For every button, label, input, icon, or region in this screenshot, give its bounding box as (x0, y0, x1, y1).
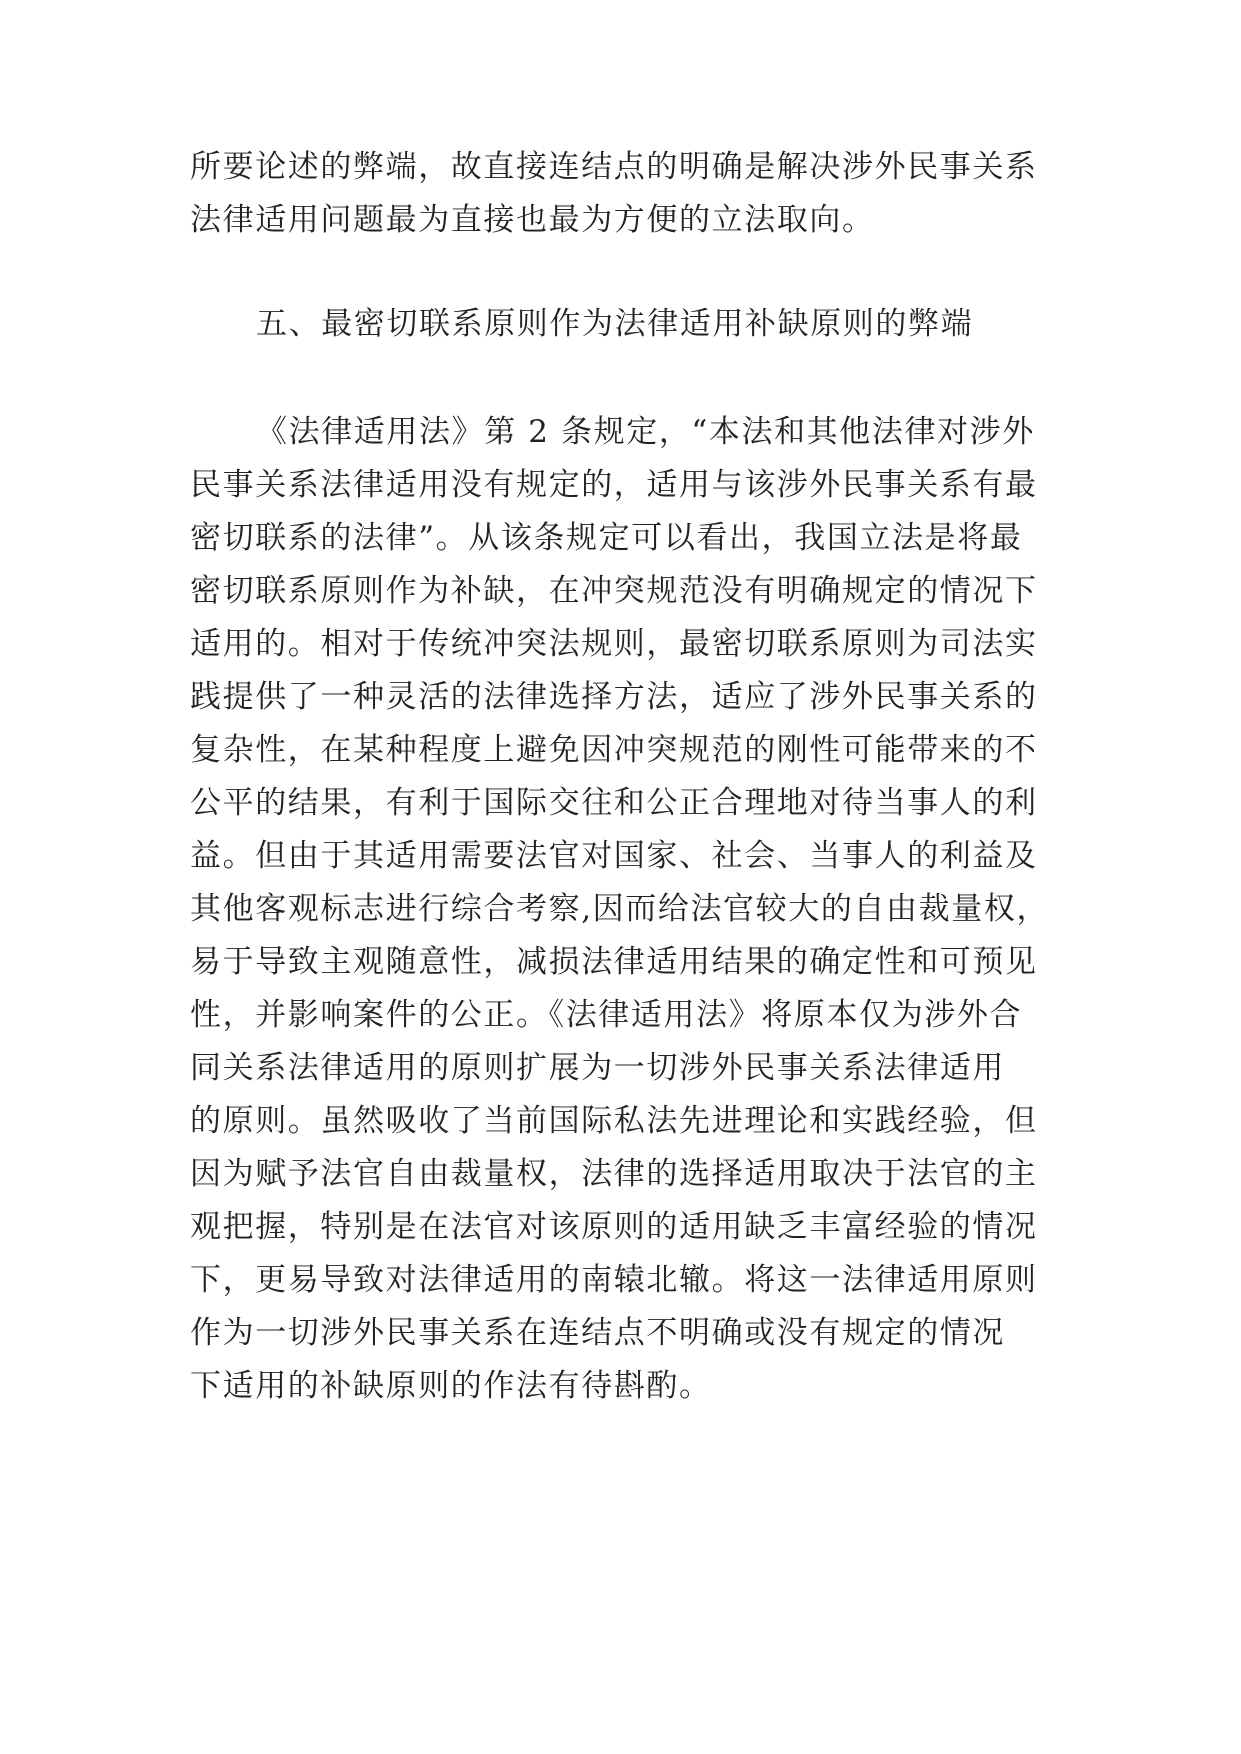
paragraph-line: 民事关系法律适用没有规定的，适用与该涉外民事关系有最 (190, 467, 1038, 503)
paragraph-line: 密切联系原则作为补缺，在冲突规范没有明确规定的情况下 (190, 573, 1038, 609)
paragraph-line: 法律适用问题最为直接也最为方便的立法取向。 (190, 202, 875, 238)
paragraph-line: 所要论述的弊端，故直接连结点的明确是解决涉外民事关系 (190, 149, 1038, 185)
section-heading: 五、最密切联系原则作为法律适用补缺原则的弊端 (256, 306, 974, 342)
paragraph-line: 其他客观标志进行综合考察,因而给法官较大的自由裁量权， (190, 891, 1050, 927)
paragraph-line: 下适用的补缺原则的作法有待斟酌。 (190, 1368, 712, 1404)
paragraph-line: 益。但由于其适用需要法官对国家、社会、当事人的利益及 (190, 838, 1038, 874)
paragraph-line: 《法律适用法》第 2 条规定，“本法和其他法律对涉外 (256, 414, 1035, 450)
paragraph-line: 因为赋予法官自由裁量权，法律的选择适用取决于法官的主 (190, 1156, 1038, 1192)
paragraph-line: 公平的结果，有利于国际交往和公正合理地对待当事人的利 (190, 785, 1038, 821)
paragraph-line: 易于导致主观随意性，减损法律适用结果的确定性和可预见 (190, 944, 1038, 980)
paragraph-line: 适用的。相对于传统冲突法规则，最密切联系原则为司法实 (190, 626, 1038, 662)
paragraph-line: 观把握，特别是在法官对该原则的适用缺乏丰富经验的情况 (190, 1209, 1038, 1245)
paragraph-line: 同关系法律适用的原则扩展为一切涉外民事关系法律适用 (190, 1050, 1005, 1086)
paragraph-line: 下，更易导致对法律适用的南辕北辙。将这一法律适用原则 (190, 1262, 1038, 1298)
paragraph-line: 复杂性，在某种程度上避免因冲突规范的刚性可能带来的不 (190, 732, 1038, 768)
paragraph-line: 践提供了一种灵活的法律选择方法，适应了涉外民事关系的 (190, 679, 1038, 715)
paragraph-line: 性，并影响案件的公正。《法律适用法》将原本仅为涉外合 (190, 997, 1023, 1033)
paragraph-line: 作为一切涉外民事关系在连结点不明确或没有规定的情况 (190, 1315, 1005, 1351)
paragraph-line: 密切联系的法律”。从该条规定可以看出，我国立法是将最 (190, 520, 1023, 556)
paragraph-line: 的原则。虽然吸收了当前国际私法先进理论和实践经验，但 (190, 1103, 1038, 1139)
